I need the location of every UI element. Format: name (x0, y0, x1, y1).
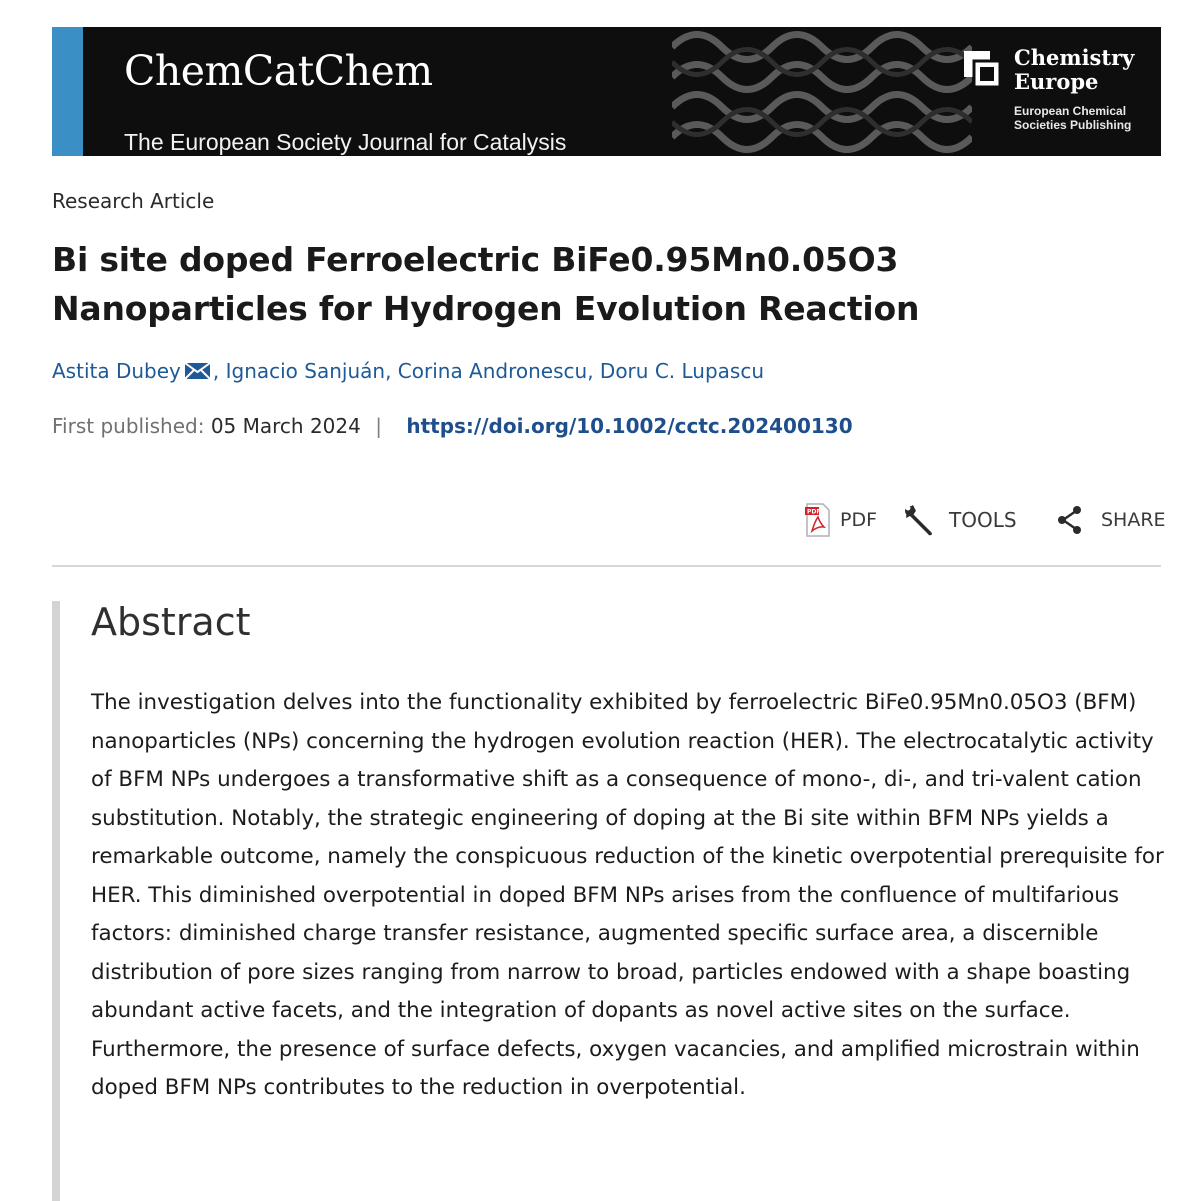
tools-label: TOOLS (949, 508, 1017, 532)
envelope-icon[interactable] (184, 361, 211, 381)
pdf-button[interactable] (805, 500, 877, 540)
journal-banner[interactable] (52, 27, 1161, 156)
author-list: Astita Dubey , Ignacio Sanjuán, Corina Andronescu, Doru C. Lupascu (52, 359, 765, 383)
author-link-4[interactable]: Doru C. Lupascu (599, 359, 765, 383)
first-published-date: 05 March 2024 (210, 414, 361, 438)
abstract-side-bar (52, 601, 60, 1201)
banner-wave-pattern (672, 27, 972, 156)
svg-text:PDF: PDF (807, 508, 821, 516)
share-button[interactable] (1056, 500, 1166, 540)
chemistry-europe-logo-icon (964, 47, 1004, 91)
article-title: Bi site doped Ferroelectric BiFe0.95Mn0.05O3 Nanoparticles for Hydrogen Evolution Reaction (52, 240, 920, 328)
doi-link[interactable]: https://doi.org/10.1002/cctc.202400130 (406, 414, 853, 438)
article-type-label: Research Article (52, 189, 215, 213)
section-divider (52, 565, 1161, 567)
share-icon (1056, 505, 1084, 535)
author-link-3[interactable]: Corina Andronescu (397, 359, 588, 383)
abstract-text: The investigation delves into the functionality exhibited by ferroelectric BiFe0.95Mn0.05O3 (BFM) nanoparticles (NPs) concerning the hydrogen evolution reaction (HER). The electrocatalytic activity of BFM NPs undergoes a transformative shift as a consequence of mono-, di-, and tri-valent cation substitution. Notably, the strategic engineering of doping at the Bi site within BFM NPs yields a remarkable outcome, namely the conspicuous reduction of the kinetic overpotential prerequisite for HER. This diminished overpotential in doped BFM NPs arises from the confluence of multifarious factors: diminished charge transfer resistance, augmented specific surface area, a discernible distribution of pore sizes ranging from narrow to broad, particles endowed with a shape boasting abundant active facets, and the integration of dopants as novel active sites on the surface. Furthermore, the presence of surface defects, oxygen vacancies, and amplified microstrain within doped BFM NPs contributes to the reduction in overpotential. (91, 690, 1164, 1100)
author-link-2[interactable]: Ignacio Sanjuán (225, 359, 386, 383)
publisher-name: Chemistry Europe (1014, 45, 1135, 94)
journal-title: ChemCatChem (124, 47, 433, 95)
publisher-subtitle: European Chemical Societies Publishing (1014, 104, 1132, 132)
share-label: SHARE (1101, 509, 1166, 531)
author-link-1[interactable]: Astita Dubey (52, 359, 181, 383)
first-published-label: First published: (52, 414, 205, 438)
publication-info (52, 414, 853, 438)
banner-accent-stripe (52, 27, 83, 156)
journal-subtitle: The European Society Journal for Catalysis (124, 129, 567, 155)
tools-button[interactable] (903, 500, 1017, 540)
abstract-heading: Abstract (91, 600, 251, 644)
pub-separator: | (375, 414, 382, 438)
pdf-label: PDF (840, 509, 878, 531)
wrench-icon (903, 503, 937, 537)
pdf-file-icon (805, 503, 831, 537)
